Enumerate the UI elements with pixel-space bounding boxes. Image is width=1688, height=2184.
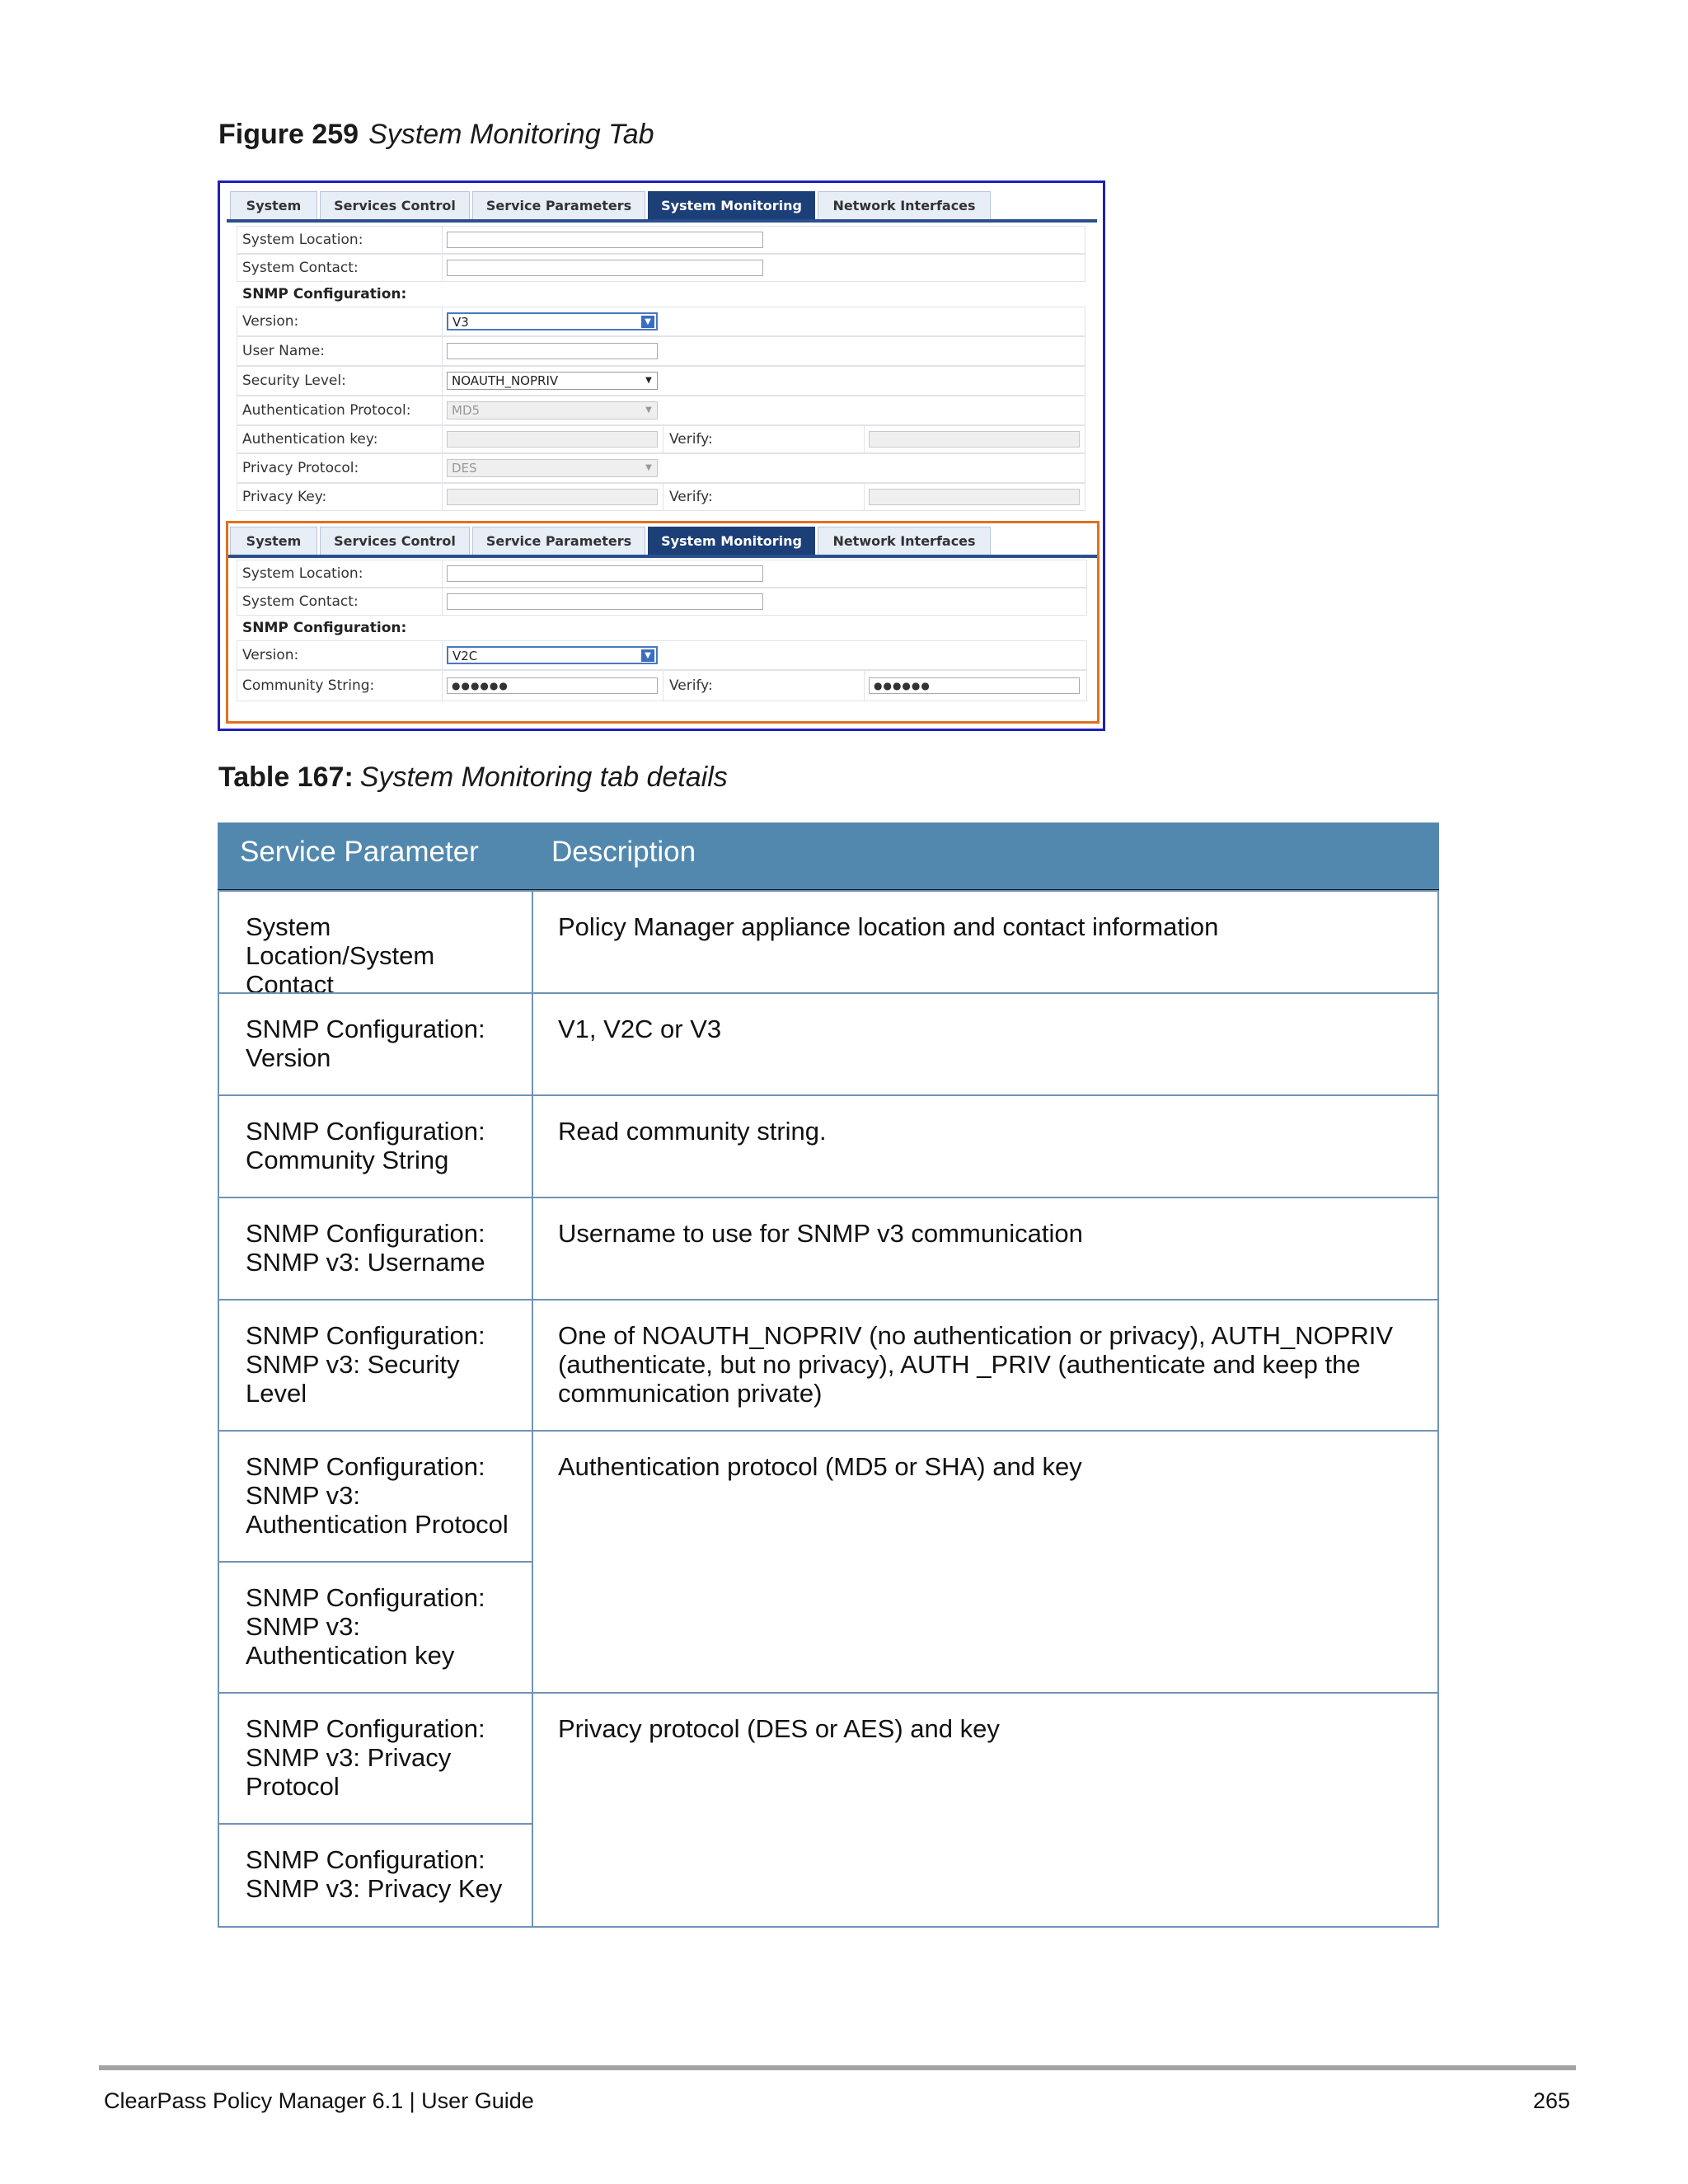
- description-cell: Read community string.: [532, 1094, 1439, 1198]
- snmp-config-heading: SNMP Configuration:: [242, 286, 407, 302]
- row-version: [237, 307, 1085, 336]
- row-security-level: [237, 366, 1085, 396]
- version-label: Version:: [242, 647, 299, 663]
- panel-snmp-v3: [227, 188, 1097, 518]
- system-location-input[interactable]: [447, 565, 763, 582]
- figure-title: System Monitoring Tab: [368, 119, 654, 150]
- version-select[interactable]: [447, 646, 658, 664]
- figure-label: Figure 259: [218, 119, 359, 150]
- description-cell: Authentication protocol (MD5 or SHA) and key: [532, 1430, 1439, 1694]
- table-caption: [218, 762, 728, 794]
- header-description: Description: [551, 836, 696, 868]
- table-title: System Monitoring tab details: [359, 762, 728, 793]
- tab-service-parameters[interactable]: Service Parameters: [472, 527, 645, 555]
- tab-system-monitoring[interactable]: System Monitoring: [648, 527, 815, 555]
- row-snmp-config: [237, 282, 1085, 307]
- figure-caption: [218, 119, 654, 151]
- auth-key-verify-label: Verify:: [669, 431, 713, 448]
- row-privacy-protocol: [237, 453, 1085, 483]
- tab-bar: [227, 188, 1097, 223]
- tab-network-interfaces[interactable]: Network Interfaces: [818, 191, 991, 219]
- page-number: 265: [1532, 2088, 1570, 2113]
- auth-protocol-label: Authentication Protocol:: [242, 402, 411, 419]
- param-cell: SNMP Configuration: SNMP v3: Authentication Protocol: [218, 1430, 533, 1563]
- version-label: Version:: [242, 313, 299, 330]
- tab-system[interactable]: System: [230, 191, 317, 219]
- community-string-label: Community String:: [242, 677, 375, 694]
- panel-snmp-v2c: [226, 521, 1100, 724]
- community-string-input[interactable]: ●●●●●●: [447, 677, 658, 694]
- system-contact-label: System Contact:: [242, 593, 359, 610]
- auth-protocol-select[interactable]: [447, 401, 658, 419]
- system-contact-input[interactable]: [447, 593, 763, 610]
- tab-service-parameters[interactable]: Service Parameters: [472, 191, 645, 219]
- auth-key-label: Authentication key:: [242, 431, 378, 448]
- privacy-key-verify-input[interactable]: [869, 489, 1080, 505]
- system-location-input[interactable]: [447, 232, 763, 248]
- param-cell: SNMP Configuration: SNMP v3: Authentication key: [218, 1561, 533, 1694]
- version-value: V2C: [452, 649, 478, 663]
- footer-title: ClearPass Policy Manager 6.1 | User Guide: [104, 2088, 534, 2113]
- security-level-value: NOAUTH_NOPRIV: [452, 373, 559, 388]
- row-system-contact: [237, 254, 1085, 282]
- param-cell: SNMP Configuration: SNMP v3: Privacy Key: [218, 1823, 533, 1928]
- privacy-key-verify-label: Verify:: [669, 489, 713, 505]
- param-cell: SNMP Configuration: Community String: [218, 1094, 533, 1198]
- row-system-location: [237, 226, 1085, 254]
- community-verify-label: Verify:: [669, 677, 713, 694]
- param-cell: System Location/System Contact: [218, 890, 533, 994]
- description-cell: V1, V2C or V3: [532, 992, 1439, 1096]
- system-location-label: System Location:: [242, 232, 363, 248]
- row-user-name: [237, 336, 1085, 366]
- version-value: V3: [452, 315, 469, 330]
- row-community-string: [237, 670, 1087, 701]
- chevron-down-icon: ▼: [641, 316, 654, 328]
- auth-protocol-value: MD5: [452, 403, 481, 418]
- tab-network-interfaces[interactable]: Network Interfaces: [818, 527, 991, 555]
- chevron-down-icon: ▼: [645, 463, 652, 472]
- figure-screenshot: [218, 180, 1105, 731]
- row-auth-key: [237, 425, 1085, 453]
- version-select[interactable]: [447, 312, 658, 330]
- row-system-contact: [237, 588, 1087, 616]
- community-verify-input[interactable]: ●●●●●●: [869, 677, 1080, 694]
- table-header: [218, 823, 1439, 892]
- chevron-down-icon: ▼: [645, 405, 652, 415]
- tab-system[interactable]: System: [230, 527, 317, 555]
- param-cell: SNMP Configuration: Version: [218, 992, 533, 1096]
- privacy-key-input[interactable]: [447, 489, 658, 505]
- row-auth-protocol: [237, 396, 1085, 425]
- privacy-protocol-value: DES: [452, 461, 477, 476]
- description-cell: Privacy protocol (DES or AES) and key: [532, 1692, 1439, 1928]
- table-label: Table 167:: [218, 762, 354, 793]
- system-contact-label: System Contact:: [242, 260, 359, 276]
- tab-services-control[interactable]: Services Control: [320, 191, 470, 219]
- auth-key-verify-input[interactable]: [869, 431, 1080, 448]
- system-contact-input[interactable]: [447, 260, 763, 276]
- user-name-label: User Name:: [242, 343, 326, 359]
- tab-system-monitoring[interactable]: System Monitoring: [648, 191, 815, 219]
- param-cell: SNMP Configuration: SNMP v3: Security Level: [218, 1299, 533, 1432]
- security-level-select[interactable]: [447, 372, 658, 390]
- chevron-down-icon: ▼: [645, 376, 652, 385]
- privacy-protocol-select[interactable]: [447, 459, 658, 477]
- privacy-key-label: Privacy Key:: [242, 489, 327, 505]
- tab-bar: [228, 523, 1097, 558]
- description-cell: Policy Manager appliance location and contact information: [532, 890, 1439, 994]
- system-location-label: System Location:: [242, 565, 363, 582]
- row-privacy-key: [237, 483, 1085, 511]
- tab-services-control[interactable]: Services Control: [320, 527, 470, 555]
- privacy-protocol-label: Privacy Protocol:: [242, 460, 359, 476]
- header-service-parameter: Service Parameter: [240, 836, 479, 868]
- description-cell: One of NOAUTH_NOPRIV (no authentication or privacy), AUTH_NOPRIV (authenticate, but no privacy), AUTH _PRIV (authenticate and keep the communication private): [532, 1299, 1439, 1432]
- description-cell: Username to use for SNMP v3 communication: [532, 1197, 1439, 1301]
- footer-rule: [99, 2065, 1576, 2070]
- param-cell: SNMP Configuration: SNMP v3: Username: [218, 1197, 533, 1301]
- auth-key-input[interactable]: [447, 431, 658, 448]
- user-name-input[interactable]: [447, 343, 658, 359]
- param-cell: SNMP Configuration: SNMP v3: Privacy Protocol: [218, 1692, 533, 1825]
- row-snmp-config: [237, 616, 1087, 640]
- chevron-down-icon: ▼: [641, 649, 654, 662]
- security-level-label: Security Level:: [242, 373, 346, 389]
- snmp-config-heading: SNMP Configuration:: [242, 620, 407, 636]
- row-system-location: [237, 560, 1087, 588]
- row-version: [237, 640, 1087, 670]
